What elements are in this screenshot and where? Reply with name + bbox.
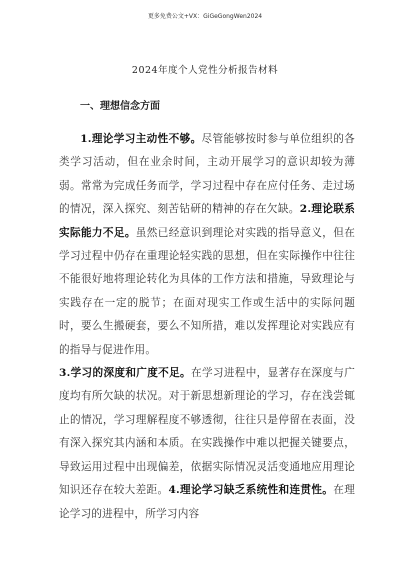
section-heading: 一、理想信念方面 [80,101,160,112]
watermark-text: 更多免费公文+VX：GiGeGongWen2024 [147,13,263,20]
paragraph [59,362,355,526]
point-text: 虽然已经意识到理论对实践的指导意义，但在学习过程中仍存在重理论轻实践的思想，但在实际操作中往往不能很好地将理论转化为具体的工作方法和措施，导致理论与实践存在一定的脱节；在面对现实工作或生活中的实际问题时，要么生搬硬套，要么不知所措，难以发挥理论对实践应有的指导与促进作用。 [59,226,356,356]
document-body [59,128,355,526]
point-text: 尽管能够按时参与单位组织的各类学习活动，但在业余时间，主动开展学习的意识却较为薄弱。常常为完成任务而学，学习过程中存在应付任务、走过场的情况，深入探究、刻苦钻研的精神的存在欠缺。 [59,133,355,216]
point-lead: 2.理论联系实际能力不足。 [59,203,355,239]
point-lead: 3.学习的深度和广度不足。 [59,367,191,380]
point-text: 在理论学习的进程中，所学习内容 [59,484,356,520]
point-lead: 1.理论学习主动性不够。 [80,133,202,145]
document-title: 2024年度个人党性分析报告材料 [131,65,279,76]
point-lead: 4.理论学习缺乏系统性和连贯性。 [168,484,334,497]
point-text: 在学习进程中，显著存在深度与广度均有所欠缺的状况。对于新思想新理论的学习，存在浅尝辄止的情况，学习理解程度不够透彻，往往只是停留在表面，没有深入探究其内涵和本质。在实践操作中难以把握关键要点，导致运用过程中出现偏差，依据实际情况灵活变通地应用理论知识还存在较大差距。 [59,367,355,497]
paragraph [59,128,355,362]
